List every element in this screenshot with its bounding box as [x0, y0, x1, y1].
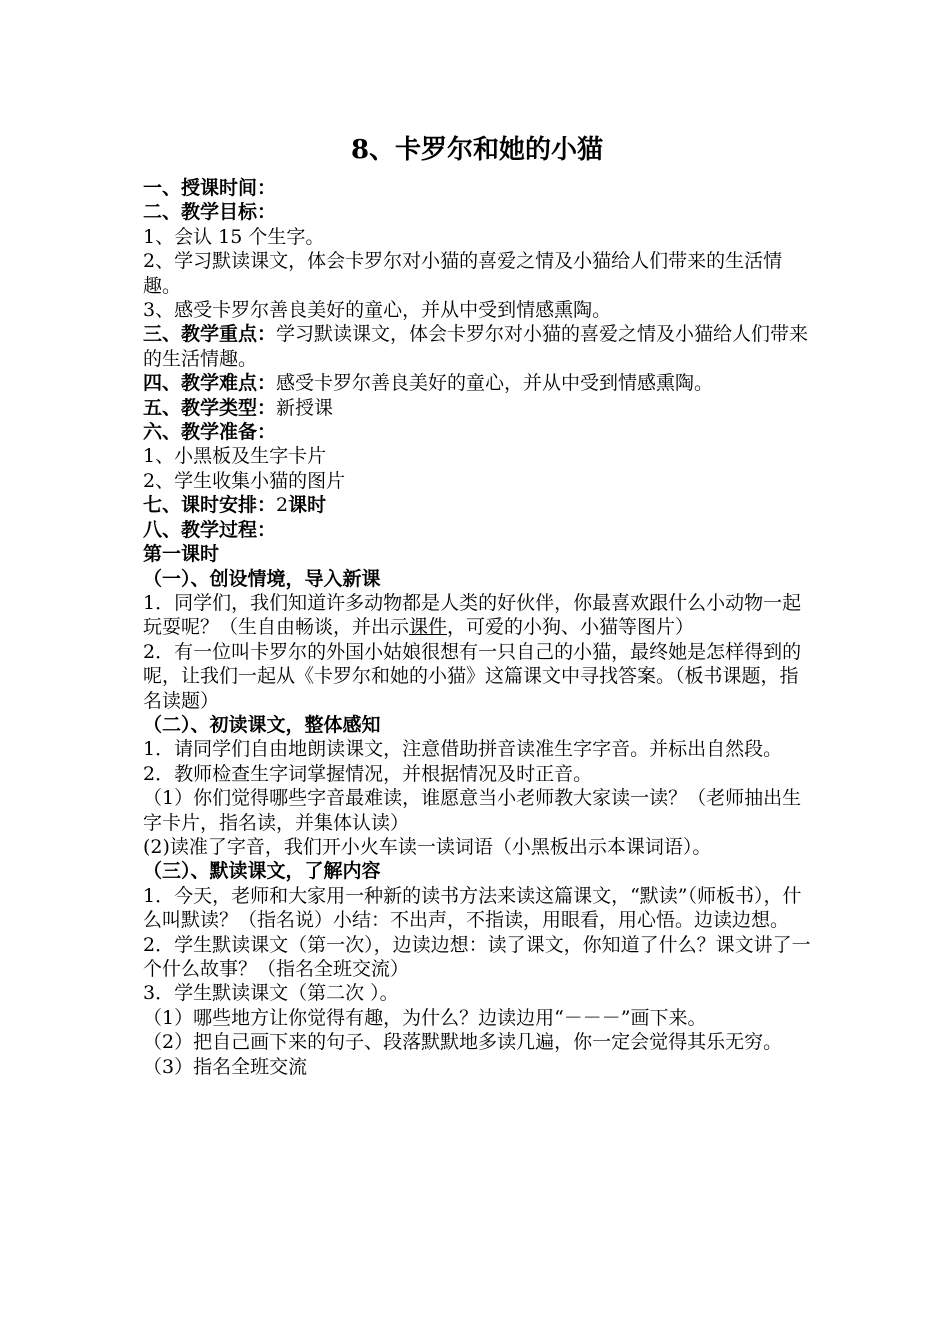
part-1-item-1: [143, 591, 811, 640]
schedule-number: 2: [276, 494, 289, 517]
part-2-item-2-1: （1）你们觉得哪些字音最难读，谁愿意当小老师教大家读一读？（老师抽出生字卡片，指名读，并集体认读）: [143, 787, 802, 834]
schedule-label: 七、课时安排：: [143, 494, 277, 517]
lesson-1-heading: 第一课时: [143, 543, 220, 566]
part-1-item-1-text-a: 1．同学们，我们知道许多动物都是人类的好伙伴，你最喜欢跟什么小动物一起玩耍呢？（生自由畅谈，并出示: [143, 591, 802, 639]
lesson-type-label: 五、教学类型：: [143, 396, 277, 419]
section-difficulties: [143, 371, 811, 395]
document-title: 8、卡罗尔和她的小猫: [350, 135, 604, 165]
part-3-item-2: 2．学生默读课文（第一次），边读边想：读了课文，你知道了什么？课文讲了一个什么故事？（指名全班交流）: [143, 933, 811, 980]
goal-2: 2、学习默读课文，体会卡罗尔对小猫的喜爱之情及小猫给人们带来的生活情趣。: [143, 250, 783, 297]
difficulties-text: 感受卡罗尔善良美好的童心，并从中受到情感熏陶。: [276, 372, 714, 395]
part-3-item-3-1: （1）哪些地方让你觉得有趣，为什么？边读边用“－－－”画下来。: [143, 1006, 707, 1029]
section-lesson-type: [143, 396, 811, 420]
section-process: 八、教学过程：: [143, 518, 277, 541]
part-3-item-3-2: （2）把自己画下来的句子、段落默默地多读几遍，你一定会觉得其乐无穷。: [143, 1031, 783, 1054]
part-3-item-3-3: （3）指名全班交流: [143, 1055, 308, 1078]
key-points-text: 学习默读课文，体会卡罗尔对小猫的喜爱之情及小猫给人们带来的生活情趣。: [143, 323, 809, 370]
schedule-unit: 课时: [288, 494, 327, 517]
part-1-heading: （一）、创设情境，导入新课: [143, 567, 381, 590]
part-2-heading: （二）、初读课文，整体感知: [143, 713, 381, 736]
part-3-heading: （三）、默读课文，了解内容: [143, 860, 381, 883]
part-3-item-3: 3．学生默读课文（第二次 ）。: [143, 982, 399, 1005]
part-1-item-1-text-b: ，可爱的小狗、小猫等图片）: [447, 616, 695, 639]
section-teaching-goals: 二、教学目标：: [143, 201, 277, 224]
section-teaching-time: 一、授课时间：: [143, 177, 277, 199]
prep-1: 1、小黑板及生字卡片: [143, 445, 327, 468]
key-points-label: 三、教学重点：: [143, 323, 277, 346]
prep-2: 2、学生收集小猫的图片: [143, 469, 346, 492]
part-1-item-2: 2．有一位叫卡罗尔的外国小姑娘很想有一只自己的小猫，最终她是怎样得到的呢，让我们一起从《卡罗尔和她的小猫》这篇课文中寻找答案。（板书课题，指名读题）: [143, 640, 802, 712]
section-preparation: 六、教学准备：: [143, 421, 277, 444]
part-2-item-2: 2．教师检查生字词掌握情况，并根据情况及时正音。: [143, 762, 593, 785]
goal-1: 1、会认 15 个生字。: [143, 225, 325, 248]
goal-3: 3、感受卡罗尔善良美好的童心，并从中受到情感熏陶。: [143, 299, 612, 322]
part-2-item-2-2: (2)读准了字音，我们开小火车读一读词语（小黑板出示本课词语）。: [143, 835, 712, 858]
difficulties-label: 四、教学难点：: [143, 372, 277, 395]
lesson-type-text: 新授课: [276, 396, 334, 419]
part-3-item-1: 1．今天，老师和大家用一种新的读书方法来读这篇课文，“默读”（师板书），什么叫默读？（指名说）小结：不出声，不指读，用眼看，用心悟。边读边想。: [143, 884, 802, 932]
courseware-link: 课件: [409, 616, 448, 639]
section-schedule: [143, 493, 811, 517]
part-2-item-1: 1．请同学们自由地朗读课文，注意借助拼音读准生字字音。并标出自然段。: [143, 738, 783, 761]
section-key-points: [143, 322, 811, 371]
document-body: [143, 130, 811, 1079]
